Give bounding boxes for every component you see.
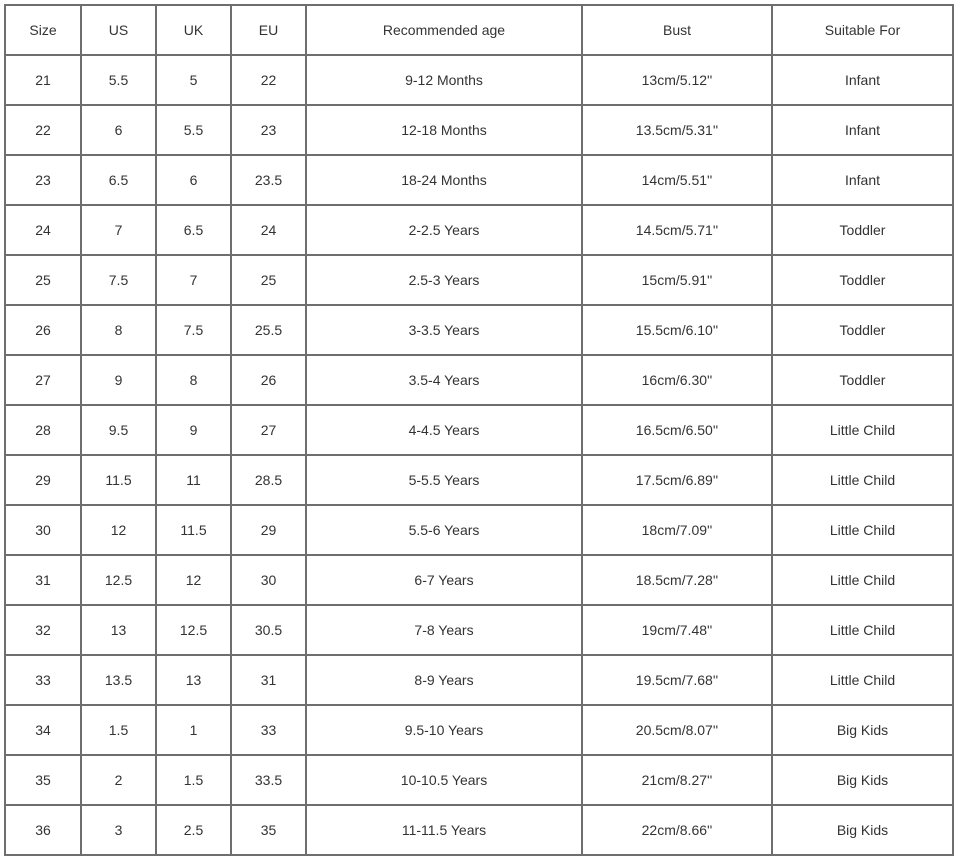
cell-bust: 13.5cm/5.31'' (582, 105, 772, 155)
cell-recommended-age: 7-8 Years (306, 605, 582, 655)
cell-recommended-age: 18-24 Months (306, 155, 582, 205)
cell-suitable-for: Toddler (772, 305, 953, 355)
cell-uk: 13 (156, 655, 231, 705)
cell-suitable-for: Little Child (772, 655, 953, 705)
column-header-recommended-age: Recommended age (306, 5, 582, 55)
table-row (5, 455, 953, 505)
cell-suitable-for: Little Child (772, 505, 953, 555)
cell-bust: 18.5cm/7.28'' (582, 555, 772, 605)
cell-size: 22 (5, 105, 81, 155)
table-row (5, 705, 953, 755)
cell-size: 35 (5, 755, 81, 805)
cell-recommended-age: 2-2.5 Years (306, 205, 582, 255)
cell-us: 9.5 (81, 405, 156, 455)
cell-size: 24 (5, 205, 81, 255)
cell-eu: 27 (231, 405, 306, 455)
cell-eu: 28.5 (231, 455, 306, 505)
cell-us: 3 (81, 805, 156, 855)
cell-bust: 14.5cm/5.71'' (582, 205, 772, 255)
cell-uk: 7.5 (156, 305, 231, 355)
table-row (5, 755, 953, 805)
table-row (5, 505, 953, 555)
cell-suitable-for: Big Kids (772, 705, 953, 755)
cell-recommended-age: 10-10.5 Years (306, 755, 582, 805)
column-header-size: Size (5, 5, 81, 55)
cell-us: 7.5 (81, 255, 156, 305)
cell-bust: 16.5cm/6.50'' (582, 405, 772, 455)
cell-us: 13.5 (81, 655, 156, 705)
table-header-row (5, 5, 953, 55)
cell-uk: 11.5 (156, 505, 231, 555)
cell-suitable-for: Toddler (772, 355, 953, 405)
cell-size: 29 (5, 455, 81, 505)
table-row (5, 205, 953, 255)
cell-uk: 12 (156, 555, 231, 605)
cell-eu: 33.5 (231, 755, 306, 805)
cell-suitable-for: Infant (772, 55, 953, 105)
cell-eu: 33 (231, 705, 306, 755)
cell-us: 1.5 (81, 705, 156, 755)
cell-recommended-age: 6-7 Years (306, 555, 582, 605)
cell-size: 28 (5, 405, 81, 455)
cell-uk: 7 (156, 255, 231, 305)
cell-uk: 11 (156, 455, 231, 505)
cell-us: 2 (81, 755, 156, 805)
cell-suitable-for: Toddler (772, 205, 953, 255)
cell-recommended-age: 5-5.5 Years (306, 455, 582, 505)
size-chart-table (4, 4, 954, 856)
cell-recommended-age: 12-18 Months (306, 105, 582, 155)
cell-uk: 6 (156, 155, 231, 205)
column-header-eu: EU (231, 5, 306, 55)
cell-size: 21 (5, 55, 81, 105)
cell-uk: 2.5 (156, 805, 231, 855)
table-row (5, 55, 953, 105)
cell-uk: 1.5 (156, 755, 231, 805)
cell-suitable-for: Little Child (772, 605, 953, 655)
cell-recommended-age: 9.5-10 Years (306, 705, 582, 755)
cell-suitable-for: Little Child (772, 455, 953, 505)
cell-size: 33 (5, 655, 81, 705)
cell-uk: 5.5 (156, 105, 231, 155)
cell-uk: 9 (156, 405, 231, 455)
cell-eu: 25.5 (231, 305, 306, 355)
cell-uk: 6.5 (156, 205, 231, 255)
cell-size: 34 (5, 705, 81, 755)
table-body (5, 55, 953, 855)
cell-recommended-age: 3-3.5 Years (306, 305, 582, 355)
cell-bust: 15.5cm/6.10'' (582, 305, 772, 355)
cell-eu: 24 (231, 205, 306, 255)
cell-us: 7 (81, 205, 156, 255)
cell-eu: 30.5 (231, 605, 306, 655)
cell-recommended-age: 9-12 Months (306, 55, 582, 105)
cell-bust: 19cm/7.48'' (582, 605, 772, 655)
cell-us: 5.5 (81, 55, 156, 105)
cell-eu: 30 (231, 555, 306, 605)
cell-us: 8 (81, 305, 156, 355)
table-row (5, 555, 953, 605)
cell-us: 12 (81, 505, 156, 555)
cell-bust: 18cm/7.09'' (582, 505, 772, 555)
cell-eu: 23.5 (231, 155, 306, 205)
table-row (5, 255, 953, 305)
cell-size: 23 (5, 155, 81, 205)
cell-size: 25 (5, 255, 81, 305)
cell-uk: 12.5 (156, 605, 231, 655)
cell-size: 36 (5, 805, 81, 855)
cell-eu: 25 (231, 255, 306, 305)
cell-eu: 26 (231, 355, 306, 405)
cell-eu: 31 (231, 655, 306, 705)
cell-us: 11.5 (81, 455, 156, 505)
cell-recommended-age: 5.5-6 Years (306, 505, 582, 555)
cell-uk: 1 (156, 705, 231, 755)
cell-size: 31 (5, 555, 81, 605)
cell-suitable-for: Big Kids (772, 805, 953, 855)
cell-eu: 29 (231, 505, 306, 555)
cell-uk: 8 (156, 355, 231, 405)
cell-recommended-age: 11-11.5 Years (306, 805, 582, 855)
cell-eu: 23 (231, 105, 306, 155)
cell-suitable-for: Little Child (772, 555, 953, 605)
cell-suitable-for: Big Kids (772, 755, 953, 805)
table-row (5, 405, 953, 455)
cell-recommended-age: 8-9 Years (306, 655, 582, 705)
column-header-us: US (81, 5, 156, 55)
table-row (5, 305, 953, 355)
cell-uk: 5 (156, 55, 231, 105)
table-row (5, 355, 953, 405)
cell-suitable-for: Little Child (772, 405, 953, 455)
cell-bust: 17.5cm/6.89'' (582, 455, 772, 505)
cell-us: 13 (81, 605, 156, 655)
cell-suitable-for: Infant (772, 155, 953, 205)
cell-bust: 14cm/5.51'' (582, 155, 772, 205)
cell-size: 30 (5, 505, 81, 555)
cell-recommended-age: 3.5-4 Years (306, 355, 582, 405)
column-header-suitable-for: Suitable For (772, 5, 953, 55)
cell-us: 6.5 (81, 155, 156, 205)
cell-bust: 19.5cm/7.68'' (582, 655, 772, 705)
cell-suitable-for: Toddler (772, 255, 953, 305)
cell-bust: 16cm/6.30'' (582, 355, 772, 405)
cell-suitable-for: Infant (772, 105, 953, 155)
table-row (5, 605, 953, 655)
cell-recommended-age: 2.5-3 Years (306, 255, 582, 305)
cell-us: 9 (81, 355, 156, 405)
column-header-uk: UK (156, 5, 231, 55)
cell-eu: 35 (231, 805, 306, 855)
cell-us: 12.5 (81, 555, 156, 605)
table-row (5, 655, 953, 705)
table-row (5, 105, 953, 155)
cell-size: 26 (5, 305, 81, 355)
cell-bust: 21cm/8.27'' (582, 755, 772, 805)
cell-size: 32 (5, 605, 81, 655)
cell-bust: 20.5cm/8.07'' (582, 705, 772, 755)
cell-bust: 15cm/5.91'' (582, 255, 772, 305)
table-row (5, 155, 953, 205)
cell-bust: 13cm/5.12'' (582, 55, 772, 105)
table-row (5, 805, 953, 855)
column-header-bust: Bust (582, 5, 772, 55)
cell-eu: 22 (231, 55, 306, 105)
cell-recommended-age: 4-4.5 Years (306, 405, 582, 455)
cell-bust: 22cm/8.66'' (582, 805, 772, 855)
cell-size: 27 (5, 355, 81, 405)
cell-us: 6 (81, 105, 156, 155)
